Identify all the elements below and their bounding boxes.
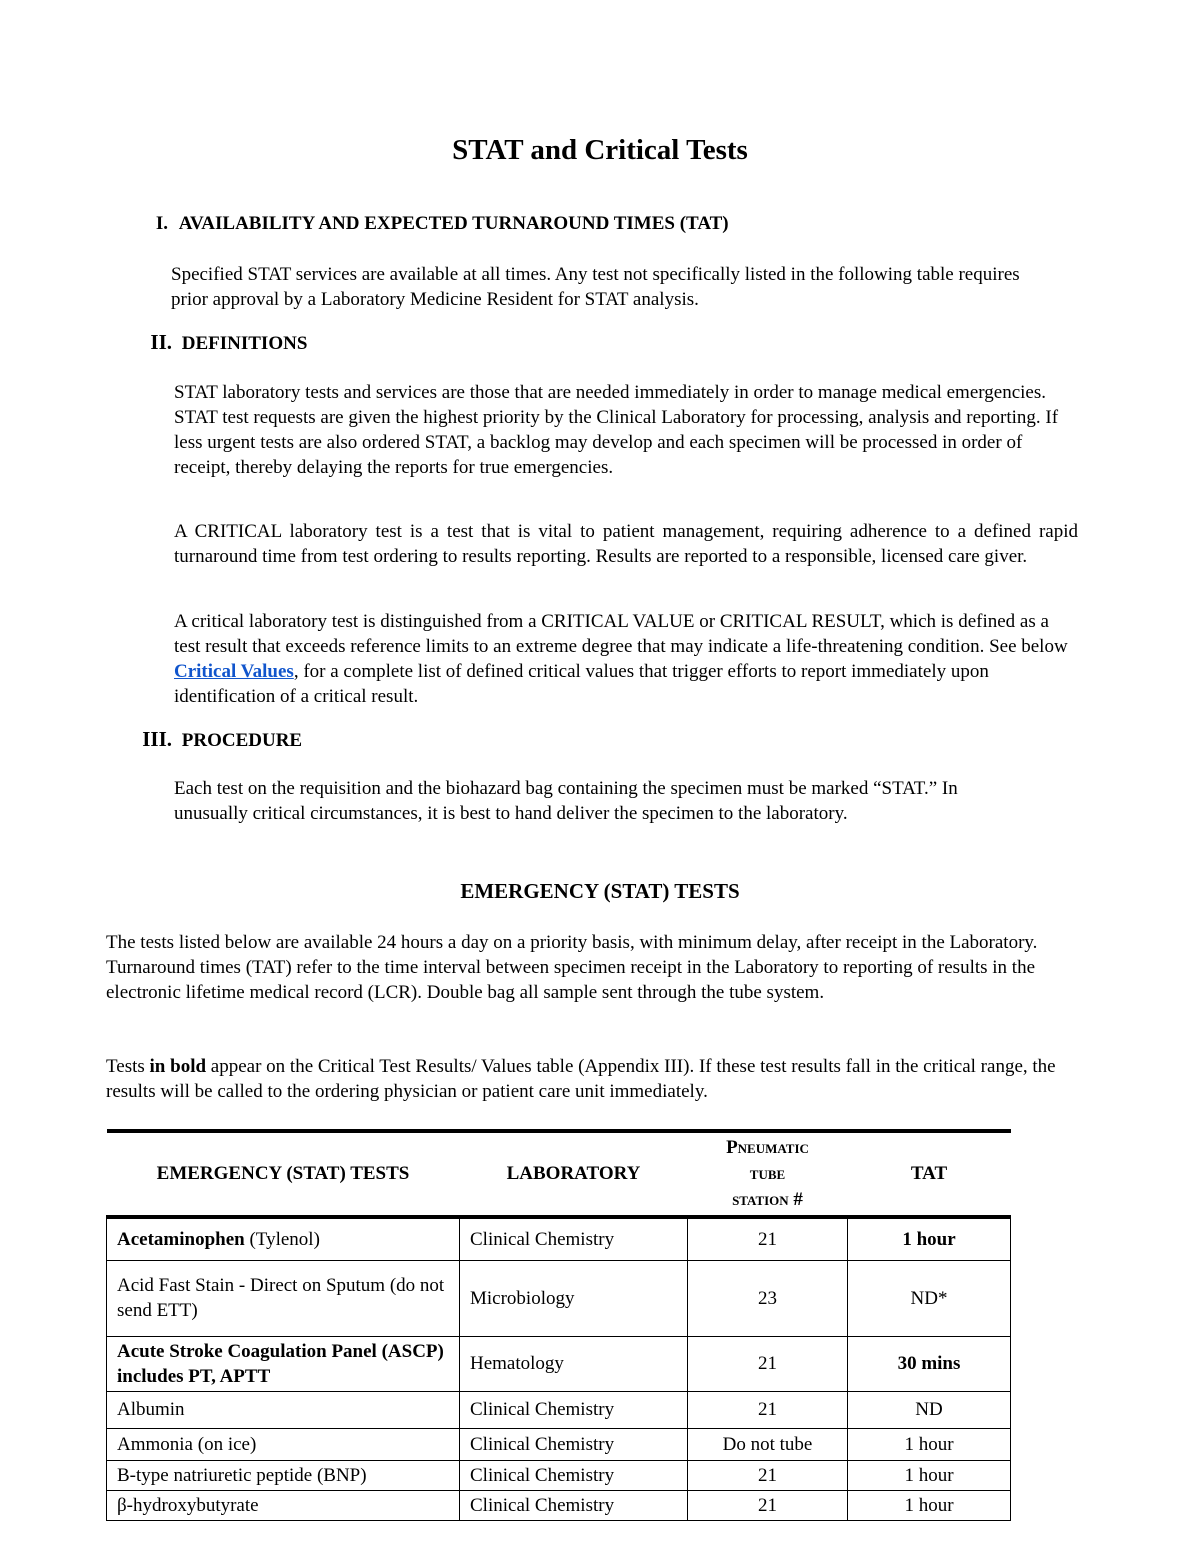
test-name-rest: Albumin <box>117 1399 185 1420</box>
station-cell: Do not tube <box>688 1428 848 1460</box>
station-header-line1: Pneumatic <box>726 1137 809 1158</box>
test-name-rest: β-hydroxybutyrate <box>117 1494 259 1516</box>
station-header-line2: tube <box>749 1163 786 1184</box>
table-row <box>107 1391 1011 1428</box>
column-header-test: EMERGENCY (STAT) TESTS <box>107 1131 460 1217</box>
definitions-paragraph-critical-value <box>174 609 1074 709</box>
section-title: PROCEDURE <box>181 730 303 751</box>
station-cell: 21 <box>688 1336 848 1391</box>
test-name-cell <box>107 1490 460 1520</box>
table-header-row <box>107 1131 1011 1217</box>
test-name-cell <box>107 1391 460 1428</box>
emergency-tests-heading: EMERGENCY (STAT) TESTS <box>460 879 740 903</box>
test-name-rest: Ammonia (on ice) <box>117 1433 257 1455</box>
station-cell: 21 <box>688 1391 848 1428</box>
tat-cell: ND* <box>848 1260 1011 1336</box>
station-header-line3: station # <box>732 1189 803 1210</box>
test-name-bold: Acetaminophen <box>117 1228 245 1250</box>
section-title: DEFINITIONS <box>181 333 308 354</box>
procedure-paragraph: Each test on the requisition and the biohazard bag containing the specimen must be marked “STAT.” In unusually critical circumstances, it is best to hand deliver the specimen to the laboratory. <box>174 778 958 824</box>
table-row <box>107 1490 1011 1520</box>
test-name-cell <box>107 1428 460 1460</box>
section-heading-availability <box>146 213 729 235</box>
section-number: III. <box>142 727 172 751</box>
tat-cell: 1 hour <box>848 1428 1011 1460</box>
station-cell: 21 <box>688 1490 848 1520</box>
stat-tests-table-wrapper <box>106 1129 1010 1521</box>
test-name-bold: Acute Stroke Coagulation Panel (ASCP) includes PT, APTT <box>117 1340 444 1387</box>
bold-note-emphasis: in bold <box>149 1056 207 1077</box>
column-header-station <box>688 1131 848 1217</box>
station-cell: 21 <box>688 1460 848 1490</box>
table-row <box>107 1460 1011 1490</box>
availability-paragraph: Specified STAT services are available at all times. Any test not specifically listed in the following table requires prior approval by a Laboratory Medicine Resident for STAT analysis. <box>171 264 1020 310</box>
test-name-rest: Acid Fast Stain - Direct on Sputum (do not send ETT) <box>117 1275 445 1321</box>
table-row <box>107 1260 1011 1336</box>
section-title: AVAILABILITY AND EXPECTED TURNAROUND TIMES (TAT) <box>178 213 729 234</box>
critical-values-link[interactable]: Critical Values <box>174 661 294 682</box>
test-name-cell <box>107 1336 460 1391</box>
test-name-cell <box>107 1260 460 1336</box>
test-name-cell <box>107 1460 460 1490</box>
definitions-paragraph-critical-test: A CRITICAL laboratory test is a test that is vital to patient management, requiring adherence to a defined rapid turnaround time from test ordering to results reporting. Results are reported to a responsible, licensed care giver. <box>174 521 1078 567</box>
tat-cell: 30 mins <box>848 1336 1011 1391</box>
bold-note-prefix: Tests <box>106 1056 150 1077</box>
table-row <box>107 1336 1011 1391</box>
laboratory-cell: Clinical Chemistry <box>460 1391 688 1428</box>
stat-tests-table <box>106 1129 1011 1521</box>
bold-tests-note <box>106 1054 1066 1104</box>
section-number: II. <box>150 330 172 354</box>
column-header-laboratory: LABORATORY <box>460 1131 688 1217</box>
column-header-tat: TAT <box>848 1131 1011 1217</box>
definitions-paragraph-stat: STAT laboratory tests and services are those that are needed immediately in order to manage medical emergencies. STAT test requests are given the highest priority by the Clinical Laboratory for processing, analysis and reporting. If less urgent tests are also ordered STAT, a backlog may develop and each specimen will be processed in order of receipt, thereby delaying the reports for true emergencies. <box>174 382 1059 478</box>
table-row <box>107 1217 1011 1260</box>
laboratory-cell: Clinical Chemistry <box>460 1217 688 1260</box>
section-heading-definitions <box>140 330 307 355</box>
test-name-cell <box>107 1217 460 1260</box>
station-cell: 21 <box>688 1217 848 1260</box>
laboratory-cell: Clinical Chemistry <box>460 1460 688 1490</box>
page-title: STAT and Critical Tests <box>452 134 748 166</box>
tat-cell: 1 hour <box>848 1460 1011 1490</box>
critical-value-text-before: A critical laboratory test is distinguished from a CRITICAL VALUE or CRITICAL RESULT, which is defined as a test result that exceeds reference limits to an extreme degree that may indicate a life-threatening condition. See below <box>174 611 1068 657</box>
test-name-rest: (Tylenol) <box>244 1228 320 1250</box>
critical-value-text-after: , for a complete list of defined critical values that trigger efforts to report immediately upon identification of a critical result. <box>174 661 989 707</box>
section-heading-procedure <box>135 727 302 752</box>
table-row <box>107 1428 1011 1460</box>
tat-cell: 1 hour <box>848 1490 1011 1520</box>
section-number: I. <box>155 213 168 234</box>
laboratory-cell: Hematology <box>460 1336 688 1391</box>
tat-cell: ND <box>848 1391 1011 1428</box>
bold-note-suffix: appear on the Critical Test Results/ Values table (Appendix III). If these test results fall in the critical range, the results will be called to the ordering physician or patient care unit immediately. <box>106 1056 1056 1102</box>
tat-cell: 1 hour <box>848 1217 1011 1260</box>
laboratory-cell: Clinical Chemistry <box>460 1428 688 1460</box>
laboratory-cell: Clinical Chemistry <box>460 1490 688 1520</box>
test-name-rest: B-type natriuretic peptide (BNP) <box>117 1464 367 1486</box>
laboratory-cell: Microbiology <box>460 1260 688 1336</box>
station-cell: 23 <box>688 1260 848 1336</box>
emergency-intro-paragraph: The tests listed below are available 24 hours a day on a priority basis, with minimum delay, after receipt in the Laboratory. Turnaround times (TAT) refer to the time interval between specimen receipt in the Laboratory to reporting of results in the electronic lifetime medical record (LCR). Double bag all sample sent through the tube system. <box>106 932 1038 1003</box>
